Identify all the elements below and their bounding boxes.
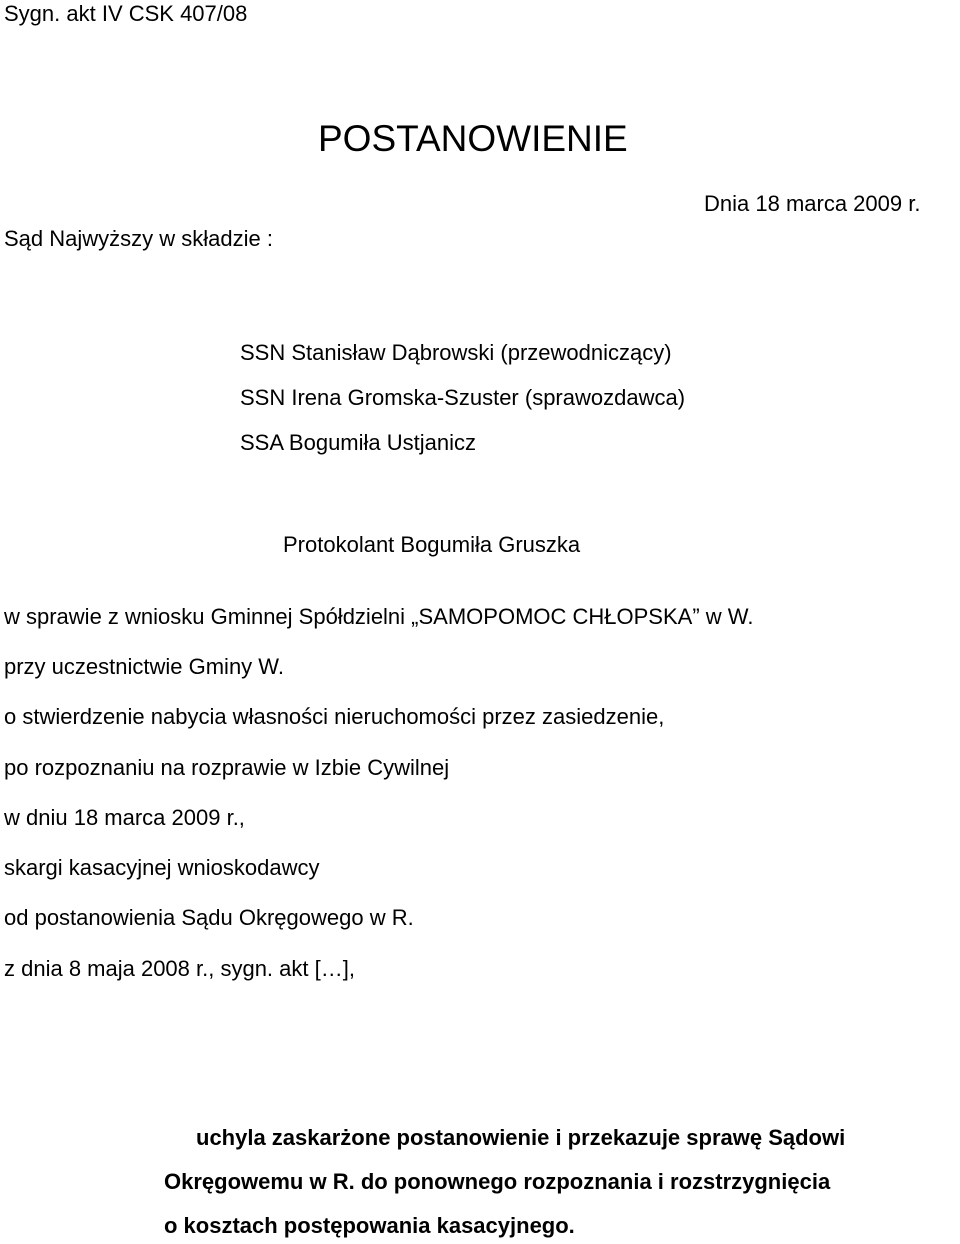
case-line: skargi kasacyjnej wnioskodawcy xyxy=(4,855,320,880)
case-line: od postanowienia Sądu Okręgowego w R. xyxy=(4,905,414,930)
case-signature: Sygn. akt IV CSK 407/08 xyxy=(4,1,248,26)
court-composition-label: Sąd Najwyższy w składzie : xyxy=(4,226,273,251)
judge-line: SSN Stanisław Dąbrowski (przewodniczący) xyxy=(240,340,672,365)
case-line: w dniu 18 marca 2009 r., xyxy=(4,805,245,830)
ruling-line: uchyla zaskarżone postanowienie i przekazuje sprawę Sądowi xyxy=(196,1125,846,1150)
judge-line: SSA Bogumiła Ustjanicz xyxy=(240,430,476,455)
ruling-date: Dnia 18 marca 2009 r. xyxy=(704,191,921,216)
judge-line: SSN Irena Gromska-Szuster (sprawozdawca) xyxy=(240,385,686,410)
ruling-line: o kosztach postępowania kasacyjnego. xyxy=(164,1213,575,1238)
case-line: z dnia 8 maja 2008 r., sygn. akt […], xyxy=(4,956,355,981)
case-line: po rozpoznaniu na rozprawie w Izbie Cywilnej xyxy=(4,755,450,780)
case-line: o stwierdzenie nabycia własności nieruchomości przez zasiedzenie, xyxy=(4,704,665,729)
document-title: POSTANOWIENIE xyxy=(318,118,628,159)
case-line: przy uczestnictwie Gminy W. xyxy=(4,654,284,679)
ruling-line: Okręgowemu w R. do ponownego rozpoznania i rozstrzygnięcia xyxy=(164,1169,831,1194)
clerk-line: Protokolant Bogumiła Gruszka xyxy=(283,532,581,557)
case-line: w sprawie z wniosku Gminnej Spółdzielni „SAMOPOMOC CHŁOPSKA” w W. xyxy=(4,604,754,629)
